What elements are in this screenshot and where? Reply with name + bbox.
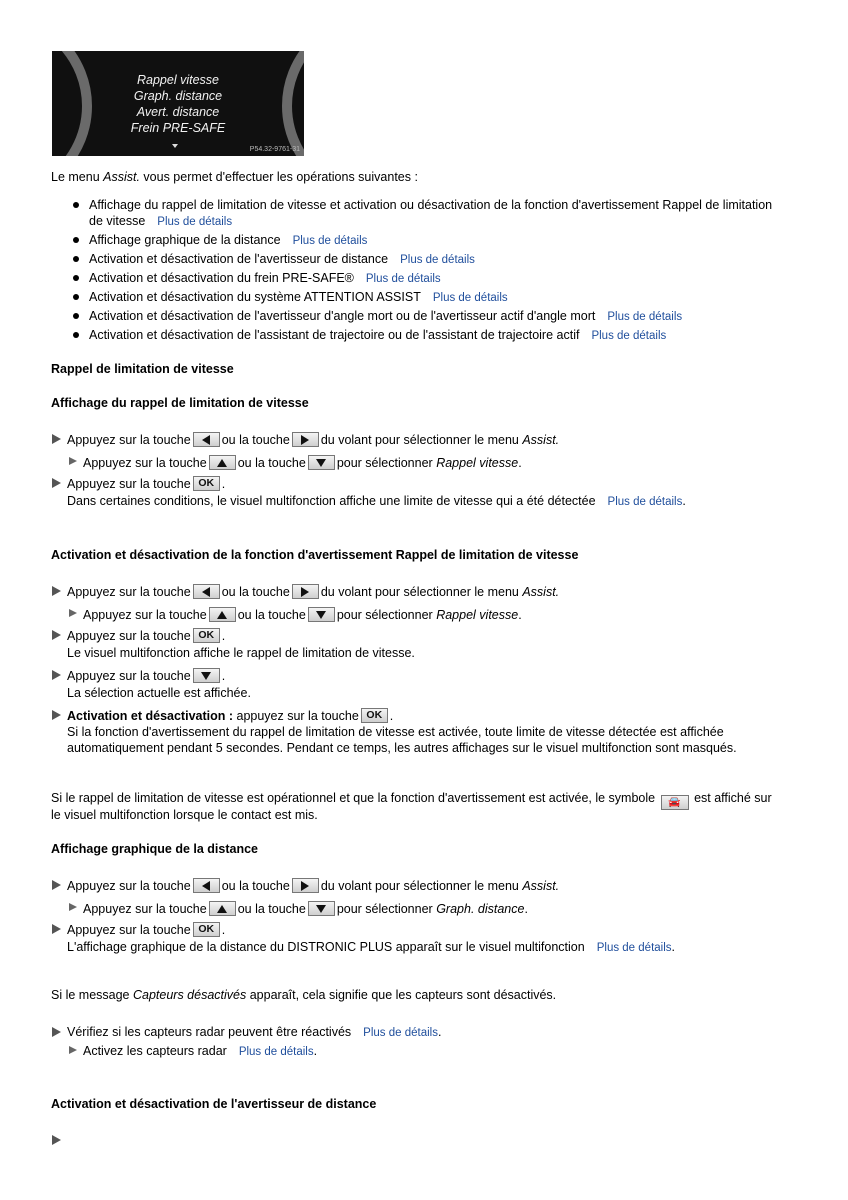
list-item: Activation et désactivation de l'assistant de trajectoire ou de l'assistant de trajectoire actif Plus de détails	[89, 328, 667, 342]
ok-key-icon: OK	[193, 922, 220, 937]
list-item: Affichage graphique de la distance Plus de détails	[89, 233, 368, 247]
step-text: Activez les capteurs radar Plus de détails.	[83, 1044, 318, 1058]
substep-arrow-icon	[69, 1046, 77, 1054]
speed-limit-symbol-icon: 🚘	[661, 795, 689, 810]
step-arrow-icon	[52, 1027, 61, 1037]
cluster-menu-item: Rappel vitesse	[137, 73, 219, 87]
bullet-icon	[73, 332, 79, 338]
details-link[interactable]: Plus de détails	[157, 216, 233, 228]
paragraph: le visuel multifonction lorsque le contact est mis.	[51, 808, 318, 822]
list-item: Affichage du rappel de limitation de vitesse et activation ou désactivation de la fonction d'avertissement Rappel de limitation	[89, 198, 773, 212]
substep-arrow-icon	[69, 609, 77, 617]
step-text: Appuyez sur la touche ou la touche du volant pour sélectionner le menu Assist.	[67, 585, 560, 599]
result-text: La sélection actuelle est affichée.	[67, 686, 251, 700]
list-item: Activation et désactivation du frein PRE-SAFE® Plus de détails	[89, 271, 441, 285]
ok-key-icon: OK	[193, 628, 220, 643]
step-text: Appuyez sur la touche OK .	[67, 923, 226, 937]
intro-text: Le menu Assist. vous permet d'effectuer les opérations suivantes :	[51, 170, 418, 184]
result-text: Le visuel multifonction affiche le rappel de limitation de vitesse.	[67, 646, 415, 660]
result-text: L'affichage graphique de la distance du DISTRONIC PLUS apparaît sur le visuel multifonction Plus de détails.	[67, 940, 675, 954]
step-arrow-icon	[52, 710, 61, 720]
list-item: de vitesse Plus de détails	[89, 214, 233, 228]
right-key-icon	[292, 584, 319, 599]
bullet-icon	[73, 313, 79, 319]
details-link[interactable]: Plus de détails	[363, 1027, 438, 1039]
right-key-icon	[292, 432, 319, 447]
up-key-icon	[209, 901, 236, 916]
details-link[interactable]: Plus de détails	[596, 942, 672, 954]
up-key-icon	[209, 607, 236, 622]
step-text: Appuyez sur la touche ou la touche du volant pour sélectionner le menu Assist.	[67, 879, 560, 893]
paragraph: Si le rappel de limitation de vitesse est opérationnel et que la fonction d'avertissement est activée, le symbole 🚘 est affiché sur	[51, 791, 772, 808]
step-text: Appuyez sur la touche ou la touche pour sélectionner Rappel vitesse.	[83, 608, 522, 622]
details-link[interactable]: Plus de détails	[365, 273, 441, 285]
substep-arrow-icon	[69, 903, 77, 911]
step-text: Appuyez sur la touche OK .	[67, 477, 226, 491]
details-link[interactable]: Plus de détails	[400, 254, 475, 266]
step-arrow-icon	[52, 434, 61, 444]
step-text: Activation et désactivation : appuyez sur la touche OK .	[67, 709, 394, 723]
result-text: Dans certaines conditions, le visuel multifonction affiche une limite de vitesse qui a été détectée Plus de détails.	[67, 494, 686, 508]
down-key-icon	[193, 668, 220, 683]
step-arrow-icon	[52, 630, 61, 640]
paragraph: Si le message Capteurs désactivés apparaît, cela signifie que les capteurs sont désactivés.	[51, 988, 557, 1002]
result-text: automatiquement pendant 5 secondes. Pendant ce temps, les autres affichages sur le visuel multifonction sont masqués.	[67, 741, 737, 755]
step-arrow-icon	[52, 670, 61, 680]
down-key-icon	[308, 901, 335, 916]
details-link[interactable]: Plus de détails	[432, 292, 508, 304]
details-link[interactable]: Plus de détails	[607, 496, 683, 508]
list-item: Activation et désactivation de l'avertisseur de distance Plus de détails	[89, 252, 475, 266]
bullet-icon	[73, 294, 79, 300]
details-link[interactable]: Plus de détails	[591, 330, 667, 342]
details-link[interactable]: Plus de détails	[292, 235, 368, 247]
bullet-icon	[73, 202, 79, 208]
step-arrow-icon	[52, 478, 61, 488]
subsection-heading: Activation et désactivation de la fonction d'avertissement Rappel de limitation de vitesse	[51, 548, 579, 562]
bullet-icon	[73, 256, 79, 262]
left-key-icon	[193, 878, 220, 893]
ok-key-icon: OK	[361, 708, 388, 723]
ok-key-icon: OK	[193, 476, 220, 491]
step-arrow-icon	[52, 924, 61, 934]
cluster-menu-item: Frein PRE-SAFE	[130, 121, 226, 135]
bullet-icon	[73, 275, 79, 281]
details-link[interactable]: Plus de détails	[607, 311, 683, 323]
step-text: Appuyez sur la touche .	[67, 669, 226, 683]
step-text: Appuyez sur la touche ou la touche du volant pour sélectionner le menu Assist.	[67, 433, 560, 447]
bullet-icon	[73, 237, 79, 243]
cluster-menu-item: Avert. distance	[136, 105, 220, 119]
subsection-heading: Affichage graphique de la distance	[51, 842, 258, 856]
up-key-icon	[209, 455, 236, 470]
list-item: Activation et désactivation du système ATTENTION ASSIST Plus de détails	[89, 290, 508, 304]
scroll-down-icon	[172, 144, 178, 148]
list-item: Activation et désactivation de l'avertisseur d'angle mort ou de l'avertisseur actif d'angle mort Plus de détails	[89, 309, 683, 323]
details-link[interactable]: Plus de détails	[238, 1046, 314, 1058]
subsection-heading: Activation et désactivation de l'avertisseur de distance	[51, 1097, 377, 1111]
step-arrow-icon	[52, 586, 61, 596]
step-arrow-icon	[52, 1135, 61, 1145]
subsection-heading: Affichage du rappel de limitation de vitesse	[51, 396, 309, 410]
step-text: Appuyez sur la touche ou la touche pour sélectionner Graph. distance.	[83, 902, 528, 916]
image-code: P54.32-9761-31	[249, 146, 300, 153]
left-key-icon	[193, 584, 220, 599]
substep-arrow-icon	[69, 457, 77, 465]
step-text: Appuyez sur la touche ou la touche pour sélectionner Rappel vitesse.	[83, 456, 522, 470]
instrument-cluster-image	[52, 51, 304, 156]
left-key-icon	[193, 432, 220, 447]
step-text: Vérifiez si les capteurs radar peuvent être réactivés Plus de détails.	[67, 1025, 442, 1039]
right-key-icon	[292, 878, 319, 893]
step-text: Appuyez sur la touche OK .	[67, 629, 226, 643]
step-arrow-icon	[52, 880, 61, 890]
cluster-menu-item: Graph. distance	[133, 89, 223, 103]
section-heading: Rappel de limitation de vitesse	[51, 362, 234, 376]
down-key-icon	[308, 455, 335, 470]
down-key-icon	[308, 607, 335, 622]
result-text: Si la fonction d'avertissement du rappel de limitation de vitesse est activée, toute limite de vitesse détectée est affichée	[67, 725, 724, 739]
